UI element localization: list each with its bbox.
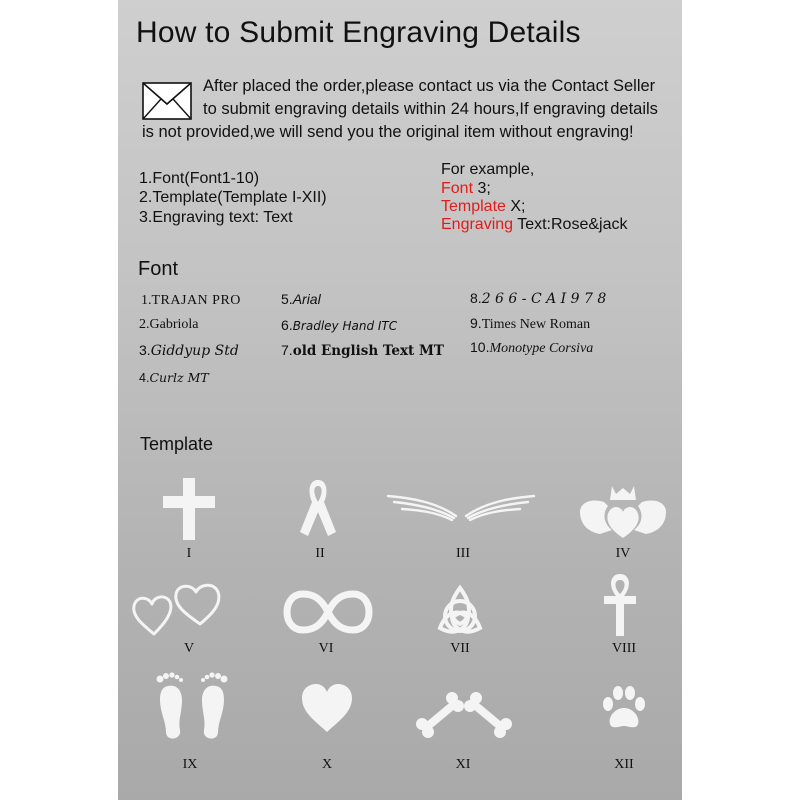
template-label-4: IV <box>615 546 631 561</box>
font-number: 1. <box>141 293 152 308</box>
example-font <box>441 180 491 198</box>
example-heading: For example, <box>441 161 535 178</box>
example-font-key: Font <box>441 180 474 197</box>
font-section-heading: Font <box>138 258 179 280</box>
template-label-10: X <box>321 757 333 772</box>
infinity-icon <box>283 588 373 636</box>
font-option-2 <box>139 317 198 333</box>
font-option-3 <box>139 342 239 359</box>
font-number: 3. <box>139 342 151 358</box>
font-name: Monotype Corsiva <box>489 341 594 356</box>
font-number: 6. <box>281 317 293 333</box>
template-label-3: III <box>456 546 470 561</box>
template-label-12: XII <box>614 757 634 772</box>
ankh-icon <box>600 572 640 638</box>
font-name: Bradley Hand ITC <box>292 319 398 333</box>
font-number: 4. <box>139 371 150 385</box>
example-template-value: X; <box>505 198 526 215</box>
example-engraving-value: Text:Rose&jack <box>513 216 628 233</box>
font-name: TRAJAN PRO <box>151 293 241 308</box>
example-font-value: 3; <box>473 180 491 197</box>
ribbon-icon <box>298 476 338 540</box>
font-name: Arial <box>292 291 321 307</box>
template-label-9: IX <box>182 757 198 772</box>
template-section-heading: Template <box>140 434 214 454</box>
template-label-11: XI <box>455 757 471 772</box>
paw-icon <box>600 684 648 732</box>
font-option-5 <box>281 291 321 307</box>
font-option-8 <box>470 290 606 307</box>
trinity-knot-icon <box>432 584 488 640</box>
bones-icon <box>414 686 514 738</box>
two-hearts-icon <box>130 580 230 638</box>
envelope-icon <box>142 82 192 120</box>
font-option-1 <box>141 293 241 309</box>
cross-icon <box>161 476 217 542</box>
font-option-4 <box>139 370 209 385</box>
footprints-icon <box>154 670 230 744</box>
step-template: 2.Template(Template I-XII) <box>139 189 327 206</box>
template-label-8: VIII <box>611 641 637 656</box>
template-label-5: V <box>183 641 195 656</box>
step-font: 1.Font(Font1-10) <box>139 170 260 187</box>
font-number: 7. <box>281 342 293 358</box>
example-template <box>441 198 525 216</box>
intro-line-3: is not provided,we will send you the original item without engraving! <box>142 123 634 141</box>
font-option-10 <box>470 339 593 357</box>
font-name: 2 6 6 - C A I 9 7 8 <box>481 291 607 307</box>
template-label-6: VI <box>318 641 334 656</box>
font-name: Curlz MT <box>149 370 209 385</box>
heart-icon <box>300 682 354 734</box>
template-label-2: II <box>315 546 325 561</box>
font-number: 10. <box>470 339 490 355</box>
font-number: 2. <box>139 317 150 332</box>
font-number: 9. <box>470 315 482 331</box>
template-label-1: I <box>186 546 192 561</box>
example-engraving <box>441 216 627 234</box>
template-label-7: VII <box>450 641 470 656</box>
font-option-6 <box>281 317 397 333</box>
font-option-7 <box>281 342 444 359</box>
font-name: Giddyup Std <box>150 343 239 359</box>
wings-icon <box>386 492 536 522</box>
font-option-9 <box>470 315 590 333</box>
font-name: Times New Roman <box>481 317 591 332</box>
example-template-key: Template <box>441 198 506 215</box>
claddagh-icon <box>578 482 668 544</box>
example-engraving-key: Engraving <box>441 216 514 233</box>
font-name: Gabriola <box>149 317 199 332</box>
font-name: old English Text MT <box>292 343 444 359</box>
step-engraving-text: 3.Engraving text: Text <box>139 209 293 226</box>
font-number: 8. <box>470 290 482 306</box>
page-title: How to Submit Engraving Details <box>136 16 581 49</box>
intro-line-2: to submit engraving details within 24 hours,If engraving details <box>203 100 658 118</box>
intro-line-1: After placed the order,please contact us via the Contact Seller <box>203 77 656 95</box>
font-number: 5. <box>281 291 293 307</box>
